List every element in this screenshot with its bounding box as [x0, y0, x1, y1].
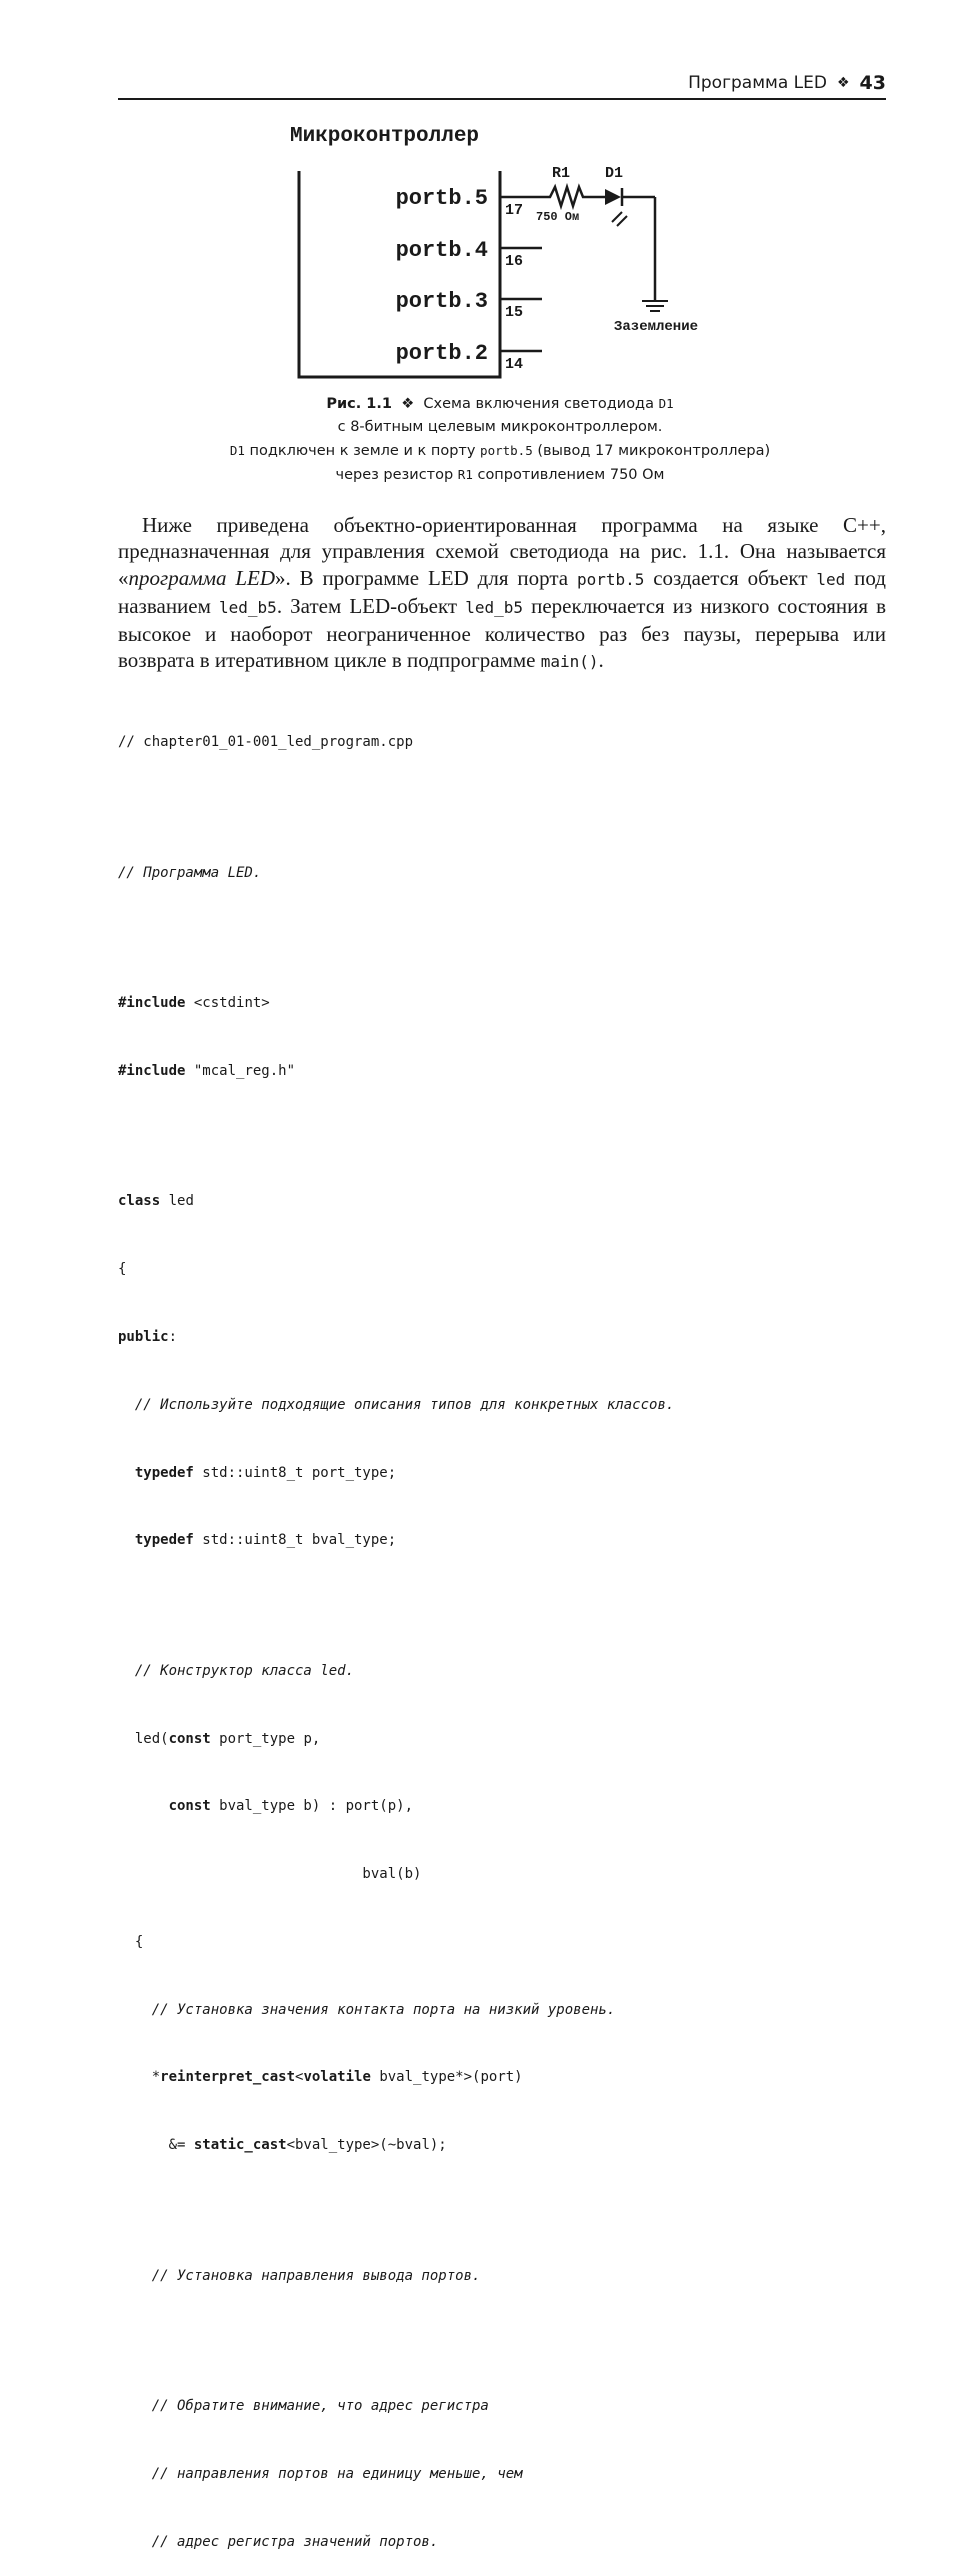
caption-line: Рис. 1.1 ❖ Схема включения светодиода D1	[326, 396, 674, 412]
code-line: #include <cstdint>	[118, 995, 270, 1012]
code-comment: // Установка направления вывода портов.	[118, 2267, 481, 2284]
resistor-value: 750 Ом	[536, 210, 580, 224]
led-circuit-figure	[280, 115, 740, 390]
port-label: portb.2	[395, 341, 488, 366]
code-line: public:	[118, 1328, 178, 1345]
code-line: bval(b)	[118, 1866, 422, 1883]
code-comment: // Программа LED.	[118, 864, 262, 881]
code-line: *reinterpret_cast<volatile bval_type*>(port)	[118, 2069, 523, 2086]
code-listing	[118, 686, 886, 2576]
running-title: Программа LED	[688, 73, 827, 93]
body-paragraph: Ниже приведена объектно-ориентированная программа на языке C++, предназначенная для управления схемой светодиода на рис. 1.1. Она называется «программа LED». В программе LED для порта portb.5 создается объект led под названием led_b5. Затем LED-объект led_b5 переключается из низкого состояния в высокое и наоборот неограниченное количество раз без паузы, перерыва или возврата в итеративном цикле в подпрограмме main().	[118, 513, 887, 673]
code-comment: // Используйте подходящие описания типов для конкретных классов.	[118, 1396, 675, 1413]
code-line: led(const port_type p,	[118, 1730, 321, 1747]
port-label: portb.3	[395, 289, 488, 314]
code-line: &= static_cast<bval_type>(~bval);	[118, 2137, 447, 2154]
diode-icon	[605, 189, 621, 205]
code-comment: // адрес регистра значений портов.	[118, 2533, 439, 2550]
code-comment: // Установка значения контакта порта на низкий уровень.	[118, 2001, 616, 2018]
caption-line: через резистор R1 сопротивлением 750 Ом	[335, 467, 665, 483]
running-header	[118, 68, 886, 100]
code-line: typedef std::uint8_t bval_type;	[118, 1532, 397, 1549]
pin-number: 15	[505, 304, 524, 321]
code-line: {	[118, 1261, 127, 1278]
figure-caption	[150, 392, 850, 487]
figure-label: Рис. 1.1	[326, 396, 392, 412]
circuit-diagram	[280, 115, 740, 390]
code-comment: // Обратите внимание, что адрес регистра	[118, 2398, 489, 2415]
ground-label: Заземление	[613, 319, 699, 335]
code-line: {	[118, 1933, 144, 1950]
caption-line: D1 подключен к земле и к порту portb.5 (вывод 17 микроконтроллера)	[229, 443, 771, 459]
pin-number: 16	[505, 253, 524, 270]
pin-number: 17	[505, 202, 524, 219]
diode-name: D1	[605, 165, 624, 182]
code-comment: // chapter01_01-001_led_program.cpp	[118, 734, 414, 751]
figure-title: Микроконтроллер	[290, 125, 480, 148]
code-comment: // направления портов на единицу меньше, чем	[118, 2465, 523, 2482]
code-line: #include "mcal_reg.h"	[118, 1062, 296, 1079]
resistor-name: R1	[552, 165, 571, 182]
code-line: class led	[118, 1193, 194, 1210]
caption-line: с 8-битным целевым микроконтроллером.	[337, 419, 663, 435]
light-emission-icon	[612, 212, 627, 226]
pin-number: 14	[505, 356, 524, 373]
page-number: 43	[859, 72, 886, 94]
code-line: const bval_type b) : port(p),	[118, 1798, 414, 1815]
ground-icon	[642, 301, 668, 311]
diamond-separator-icon: ❖	[401, 396, 415, 412]
code-line: typedef std::uint8_t port_type;	[118, 1464, 397, 1481]
code-comment: // Конструктор класса led.	[118, 1662, 355, 1679]
diamond-separator-icon: ❖	[836, 75, 850, 91]
port-label: portb.5	[395, 186, 488, 211]
resistor-icon	[542, 187, 605, 206]
port-label: portb.4	[395, 238, 488, 263]
